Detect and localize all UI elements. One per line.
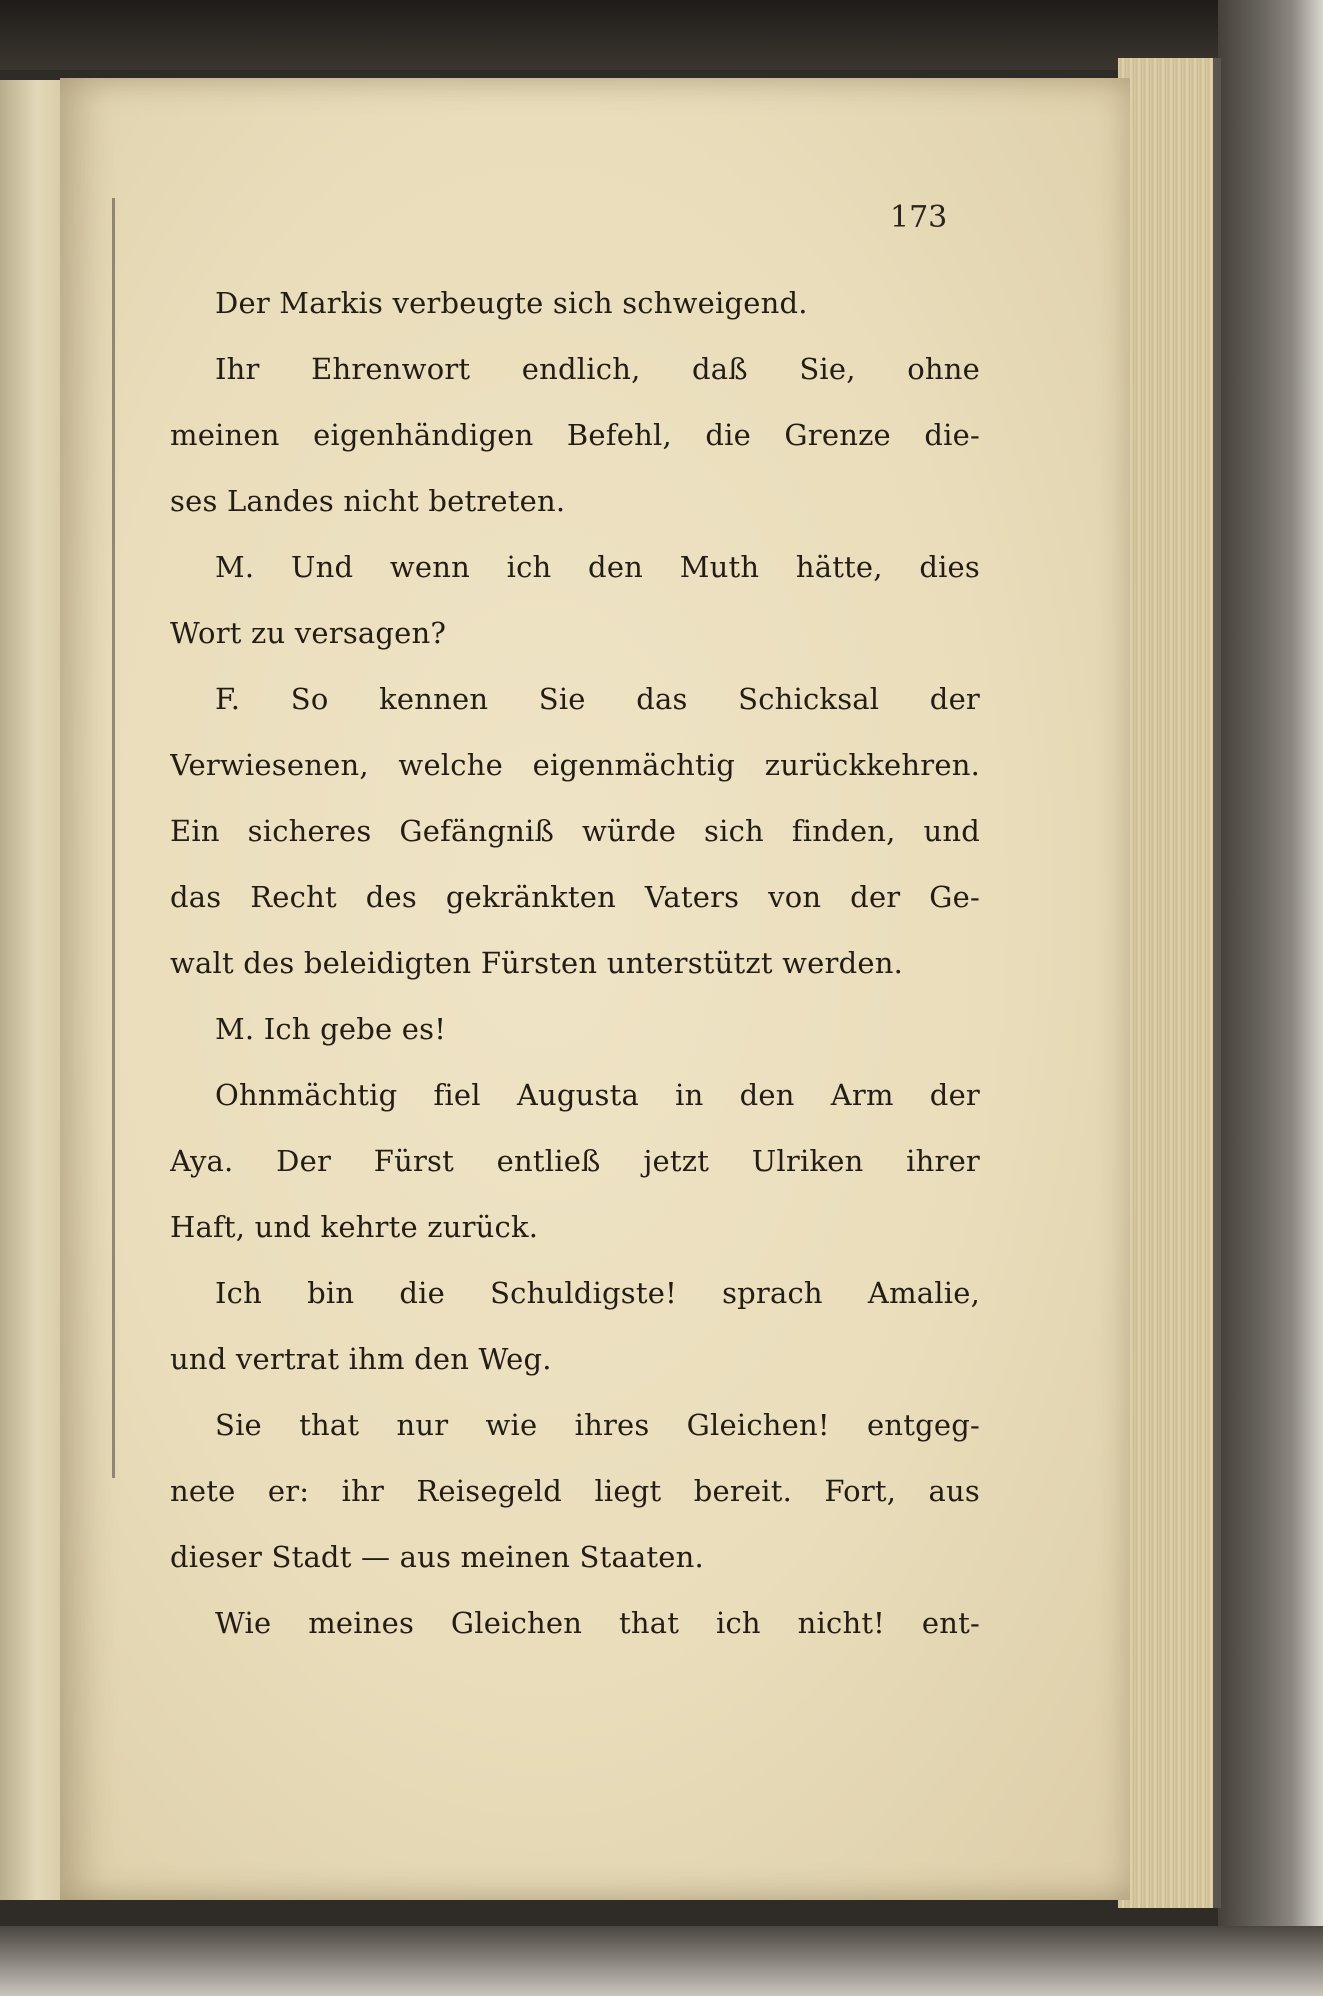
text-line: nete er: ihr Reisegeld liegt bereit. Fort, aus (170, 1474, 980, 1508)
text-line: und vertrat ihm den Weg. (170, 1342, 552, 1376)
text-line: Verwiesenen, welche eigenmächtig zurückkehren. (170, 748, 980, 782)
text-line: ses Landes nicht betreten. (170, 484, 566, 518)
text-line: Der Markis verbeugte sich schweigend. (215, 286, 808, 320)
page-text (170, 270, 980, 1656)
page-number: 173 (890, 200, 948, 235)
book-cover-bottom (0, 1926, 1323, 1996)
text-line: Ihr Ehrenwort endlich, daß Sie, ohne (215, 352, 980, 386)
text-line: Wort zu versagen? (170, 616, 447, 650)
text-line: meinen eigenhändigen Befehl, die Grenze die- (170, 418, 980, 452)
page-edges (1118, 58, 1221, 1908)
text-line: dieser Stadt — aus meinen Staaten. (170, 1540, 704, 1574)
text-line: Ohnmächtig fiel Augusta in den Arm der (215, 1078, 980, 1112)
text-line: Sie that nur wie ihres Gleichen! entgeg- (215, 1408, 980, 1442)
text-line: Haft, und kehrte zurück. (170, 1210, 539, 1244)
page-gutter-line (112, 198, 115, 1478)
text-line: Aya. Der Fürst entließ jetzt Ulriken ihrer (170, 1144, 980, 1178)
text-line: F. So kennen Sie das Schicksal der (215, 682, 980, 716)
text-line: walt des beleidigten Fürsten unterstützt werden. (170, 946, 904, 980)
text-line: M. Und wenn ich den Muth hätte, dies (215, 550, 980, 584)
text-line: Ein sicheres Gefängniß würde sich finden, und (170, 814, 980, 848)
text-line: M. Ich gebe es! (215, 1012, 447, 1046)
facing-page-edge (0, 80, 62, 1900)
text-line: das Recht des gekränkten Vaters von der Ge- (170, 880, 980, 914)
text-line: Wie meines Gleichen that ich nicht! ent- (215, 1606, 980, 1640)
text-line: Ich bin die Schuldigste! sprach Amalie, (215, 1276, 980, 1310)
book-cover-right (1218, 0, 1323, 1996)
